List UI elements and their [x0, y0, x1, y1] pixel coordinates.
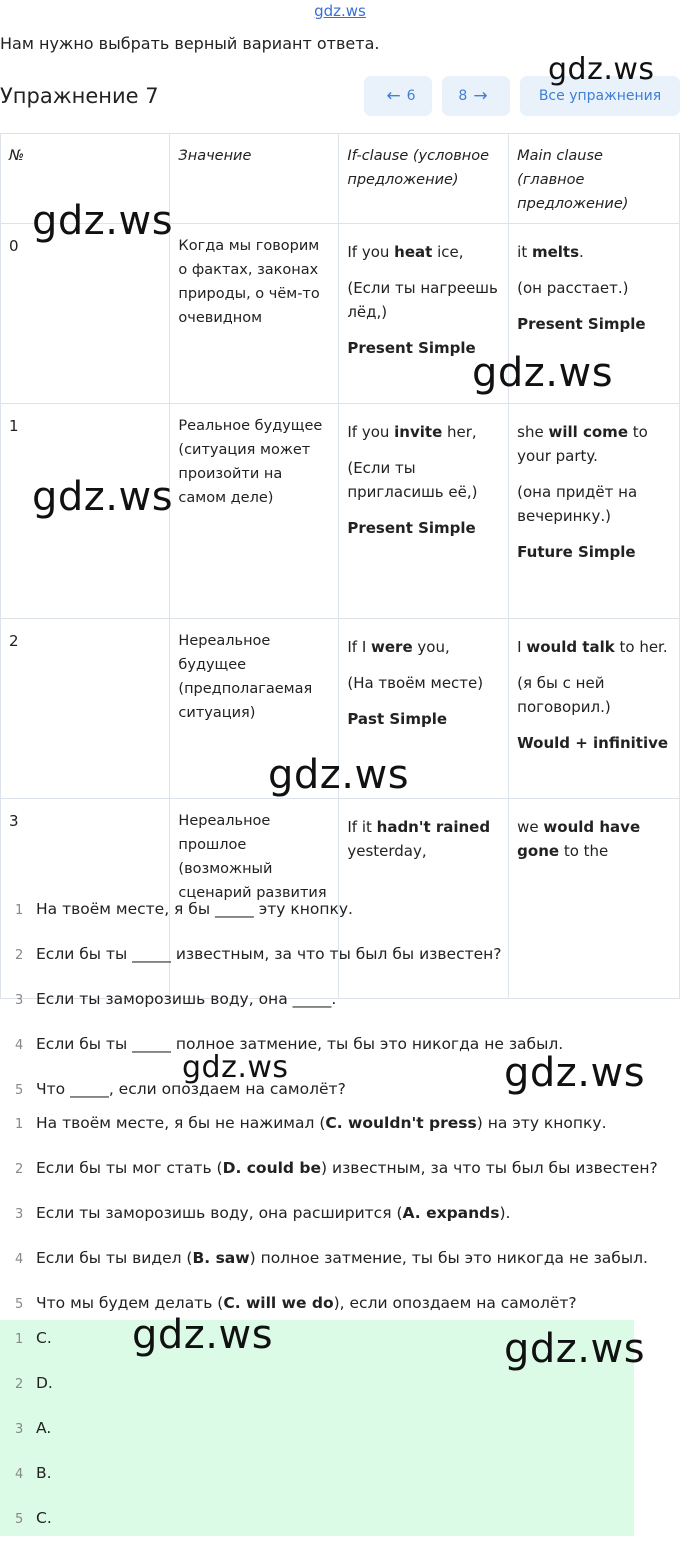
item-text-part: ). — [499, 1204, 511, 1222]
clause-text: ice, — [432, 243, 464, 261]
watermark: gdz.ws — [504, 1326, 646, 1372]
table-header-cell: Main clause (главное предложение) — [509, 134, 680, 224]
clause-translation: (я бы с ней поговорил.) — [517, 674, 611, 716]
item-number: 1 — [15, 1117, 24, 1132]
clause-verb: would have gone — [517, 818, 641, 860]
next-exercise-label: 8 — [458, 88, 468, 104]
clause-text: If it — [347, 818, 377, 836]
prev-exercise-button[interactable] — [364, 76, 432, 116]
exercise-title: Упражнение 7 — [0, 84, 159, 108]
clause-verb: invite — [394, 423, 443, 441]
clause-text: If you — [347, 243, 395, 261]
table-header-cell: If-clause (условное предложение) — [339, 134, 509, 224]
watermark: gdz.ws — [132, 1312, 274, 1358]
item-number: 1 — [15, 1332, 24, 1347]
clause-text: she — [517, 423, 549, 441]
item-text-part: ) полное затмение, ты бы это никогда не забыл. — [249, 1249, 648, 1267]
clause-verb: would talk — [526, 638, 615, 656]
clause-translation: (Если ты пригласишь её,) — [347, 459, 478, 501]
clause-verb: will come — [548, 423, 628, 441]
item-text-part: Если ты заморозишь воду, она расширится ( — [36, 1204, 403, 1222]
row-meaning: Нереальное прошлое (возможный сценарий развития — [170, 799, 339, 999]
prev-exercise-label: 6 — [406, 88, 416, 104]
item-text: A. — [36, 1419, 52, 1437]
item-text — [36, 1159, 658, 1177]
item-text: На твоём месте, я бы _____ эту кнопку. — [36, 900, 353, 918]
item-text: C. — [36, 1509, 52, 1527]
row-number: 0 — [1, 224, 170, 404]
row-number: 1 — [1, 404, 170, 619]
item-number: 3 — [15, 1207, 24, 1222]
clause-text: we — [517, 818, 544, 836]
item-text: D. — [36, 1374, 53, 1392]
item-number: 5 — [15, 1512, 24, 1527]
list-item — [0, 1159, 680, 1204]
clause-text: to her. — [614, 638, 668, 656]
item-text — [36, 1249, 648, 1267]
watermark: gdz.ws — [504, 1050, 646, 1096]
clause-tense: Present Simple — [347, 519, 476, 537]
item-text: C. — [36, 1329, 52, 1347]
item-number: 2 — [15, 948, 24, 963]
clause-tense: Past Simple — [347, 710, 448, 728]
item-answer: C. wouldn't press — [325, 1114, 477, 1132]
item-text-part: ) на эту кнопку. — [476, 1114, 607, 1132]
watermark: gdz.ws — [472, 350, 614, 396]
clause-text: her, — [442, 423, 477, 441]
item-text-part: Что мы будем делать ( — [36, 1294, 224, 1312]
row-meaning: Нереальное будущее (предполагаемая ситуация) — [170, 619, 339, 799]
clause-translation: (Если ты нагреешь лёд,) — [347, 279, 498, 321]
item-answer: A. expands — [402, 1204, 500, 1222]
item-number: 4 — [15, 1467, 24, 1482]
item-text: B. — [36, 1464, 52, 1482]
clause-text: If I — [347, 638, 372, 656]
item-text-part: ) известным, за что ты был бы известен? — [321, 1159, 658, 1177]
list-item — [0, 1464, 634, 1509]
item-number: 2 — [15, 1377, 24, 1392]
clause-translation: (он расстает.) — [517, 279, 629, 297]
item-answer: B. saw — [192, 1249, 250, 1267]
watermark: gdz.ws — [32, 474, 174, 520]
watermark: gdz.ws — [548, 52, 655, 87]
translations-list — [0, 1114, 680, 1339]
arrow-right-icon: → — [473, 86, 488, 106]
row-meaning: Когда мы говорим о фактах, законах природы, о чём-то очевидном — [170, 224, 339, 404]
watermark: gdz.ws — [182, 1050, 289, 1085]
item-number: 4 — [15, 1252, 24, 1267]
item-text — [36, 1204, 510, 1222]
clause-tense: Present Simple — [347, 339, 476, 357]
clause-text: I — [517, 638, 527, 656]
clause-verb: heat — [394, 243, 433, 261]
clause-text: to your party. — [517, 423, 648, 465]
clause-verb: hadn't rained — [376, 818, 491, 836]
item-number: 5 — [15, 1297, 24, 1312]
intro-text: Нам нужно выбрать верный вариант ответа. — [0, 34, 380, 53]
clause-tense: Would + infinitive — [517, 734, 669, 752]
all-exercises-label: Все упражнения — [538, 88, 662, 104]
item-number: 1 — [15, 903, 24, 918]
list-item — [0, 1374, 634, 1419]
item-number: 4 — [15, 1038, 24, 1053]
main-clause-cell — [509, 404, 680, 619]
clause-text: yesterday, — [347, 842, 427, 860]
row-number: 3 — [1, 799, 170, 999]
clause-verb: were — [371, 638, 413, 656]
clause-tense: Future Simple — [517, 543, 636, 561]
table-header-cell: № — [1, 134, 170, 224]
clause-translation: (На твоём месте) — [347, 674, 484, 692]
conditionals-table — [0, 133, 680, 999]
list-item — [0, 1114, 680, 1159]
item-number: 2 — [15, 1162, 24, 1177]
item-answer: D. could be — [222, 1159, 322, 1177]
item-number: 3 — [15, 1422, 24, 1437]
item-number: 5 — [15, 1083, 24, 1098]
list-item — [0, 945, 640, 990]
item-number: 3 — [15, 993, 24, 1008]
clause-text: it — [517, 243, 532, 261]
clause-text: . — [579, 243, 584, 261]
main-clause-cell — [509, 619, 680, 799]
clause-translation: (она придёт на вечеринку.) — [517, 483, 638, 525]
item-text: Если бы ты _____ полное затмение, ты бы это никогда не забыл. — [36, 1035, 564, 1053]
watermark: gdz.ws — [32, 198, 174, 244]
row-meaning: Реальное будущее (ситуация может произойти на самом деле) — [170, 404, 339, 619]
clause-text: you, — [412, 638, 450, 656]
item-answer: C. will we do — [223, 1294, 334, 1312]
clause-text: If you — [347, 423, 395, 441]
item-text: Если ты заморозишь воду, она _____. — [36, 990, 337, 1008]
watermark-link[interactable]: gdz.ws — [314, 2, 366, 20]
list-item — [0, 1419, 634, 1464]
item-text: Что _____, если опоздаем на самолёт? — [36, 1080, 346, 1098]
item-text-part: Если бы ты мог стать ( — [36, 1159, 223, 1177]
item-text-part: ), если опоздаем на самолёт? — [333, 1294, 577, 1312]
list-item — [0, 990, 640, 1035]
clause-verb: melts — [531, 243, 580, 261]
item-text: Если бы ты _____ известным, за что ты был бы известен? — [36, 945, 502, 963]
item-text — [36, 1114, 607, 1132]
if-clause-cell — [339, 404, 509, 619]
list-item — [0, 1204, 680, 1249]
item-text — [36, 1294, 577, 1312]
list-item — [0, 900, 640, 945]
item-text-part: На твоём месте, я бы не нажимал ( — [36, 1114, 326, 1132]
table-header-cell: Значение — [170, 134, 339, 224]
watermark: gdz.ws — [268, 752, 410, 798]
list-item — [0, 1249, 680, 1294]
clause-text: to the — [559, 842, 609, 860]
row-number: 2 — [1, 619, 170, 799]
next-exercise-button[interactable] — [442, 76, 510, 116]
clause-tense: Present Simple — [517, 315, 646, 333]
arrow-left-icon: ← — [386, 86, 401, 106]
item-text-part: Если бы ты видел ( — [36, 1249, 193, 1267]
list-item — [0, 1509, 634, 1554]
